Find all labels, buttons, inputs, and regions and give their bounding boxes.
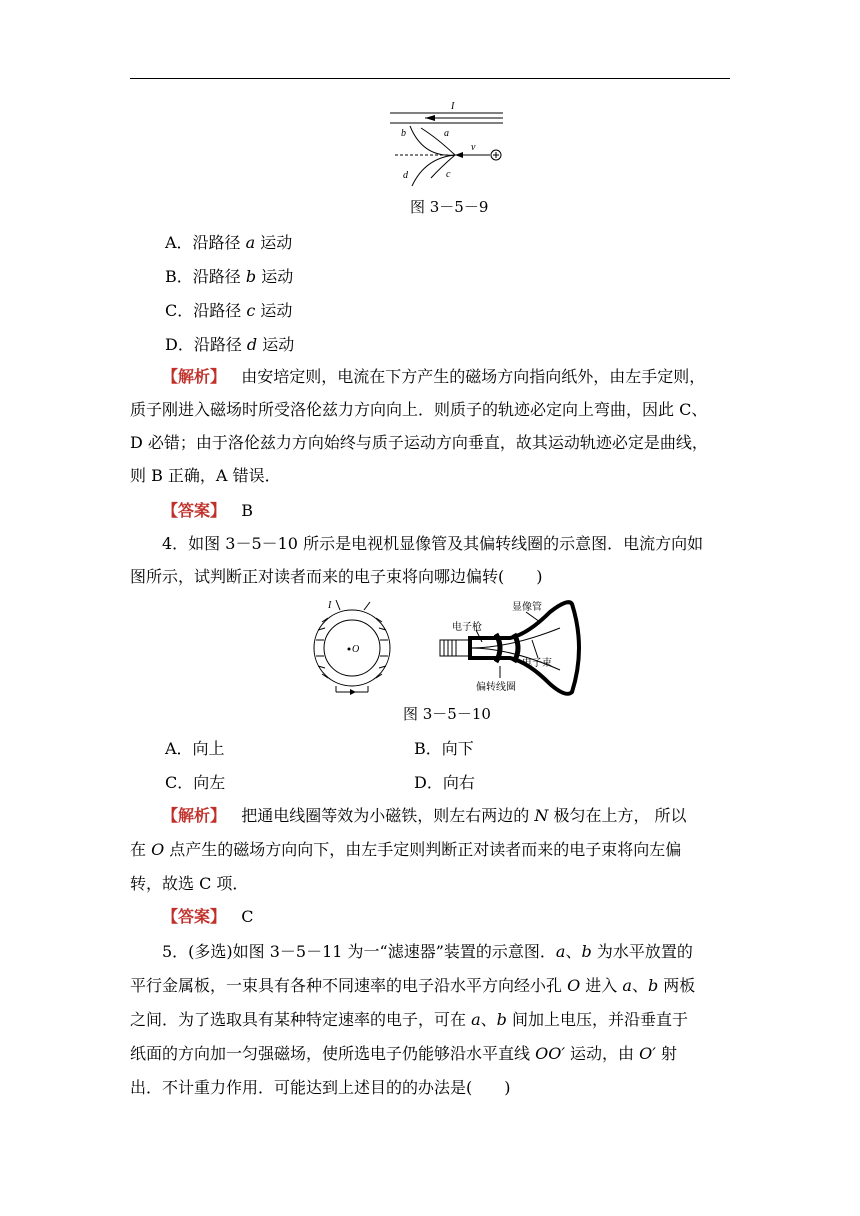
option-b: B．向下 <box>414 739 474 758</box>
path-label-d: d <box>403 170 408 181</box>
option-c: C．沿路径 c 运动 <box>165 301 293 320</box>
figure-3-5-9 <box>385 98 515 188</box>
current-label-i: I <box>451 101 455 112</box>
question-stem-line: 平行金属板，一束具有各种不同速率的电子沿水平方向经小孔 O 进入 a、b 两板 <box>130 976 696 995</box>
option-d: D．向右 <box>414 773 475 792</box>
option-a: A．沿路径 a 运动 <box>165 233 293 252</box>
question-stem-line: 之间．为了选取具有某种特定速率的电子，可在 a、b 间加上电压，并沿垂直于 <box>130 1010 688 1029</box>
question-stem-line: 纸面的方向加一匀强磁场，使所选电子仍能够沿水平直线 OO′ 运动，由 O′ 射 <box>130 1044 677 1063</box>
current-label-i-2: I <box>328 600 332 611</box>
analysis-line: 在 O 点产生的磁场方向向下，由左手定则判断正对读者而来的电子束将向左偏 <box>130 840 682 859</box>
analysis-tag: 【解析】 <box>162 806 227 825</box>
analysis-line: 转，故选 C 项． <box>130 874 249 893</box>
analysis-line: 【解析】 由安培定则，电流在下方产生的磁场方向指向纸外，由左手定则， <box>162 367 706 386</box>
picture-tube-label: 显像管 <box>512 602 542 613</box>
analysis-line: D 必错；由于洛伦兹力方向始终与质子运动方向垂直，故其运动轨迹必定是曲线， <box>130 433 708 452</box>
figure-3-5-10 <box>300 598 600 698</box>
path-label-b: b <box>401 128 406 139</box>
center-label-o: O <box>352 644 360 655</box>
answer-line <box>162 907 254 927</box>
analysis-tag: 【解析】 <box>162 367 227 386</box>
question-stem-line: 图所示，试判断正对读者而来的电子束将向哪边偏转( ) <box>130 567 543 586</box>
question-stem-line: 5．(多选)如图 3－5－11 为一“滤速器”装置的示意图．a、b 为水平放置的 <box>162 942 693 961</box>
path-label-c: c <box>446 169 451 180</box>
electron-gun-label: 电子枪 <box>452 622 482 633</box>
question-stem-line: 出．不计重力作用．可能达到上述目的的办法是( ) <box>130 1078 511 1097</box>
option-d: D．沿路径 d 运动 <box>165 335 295 354</box>
answer-value: B <box>241 501 254 520</box>
answer-value: C <box>241 907 254 926</box>
path-label-a: a <box>444 128 449 139</box>
answer-tag: 【答案】 <box>162 501 227 520</box>
velocity-label-v: v <box>471 142 476 153</box>
electron-beam-label: 电子束 <box>522 658 552 669</box>
deflection-coil-label: 偏转线圈 <box>476 682 516 693</box>
header-rule <box>130 78 730 79</box>
option-a: A．向上 <box>165 739 225 758</box>
question-stem-line: 4．如图 3－5－10 所示是电视机显像管及其偏转线圈的示意图．电流方向如 <box>162 534 704 553</box>
option-b: B．沿路径 b 运动 <box>165 267 294 286</box>
figure-caption-3-5-9: 图 3－5－9 <box>410 198 489 216</box>
answer-line <box>162 501 253 521</box>
analysis-line: 则 B 正确，A 错误． <box>130 466 281 485</box>
analysis-line: 【解析】 把通电线圈等效为小磁铁，则左右两边的 N 极匀在上方， 所以 <box>162 806 687 825</box>
option-c: C．向左 <box>165 773 226 792</box>
analysis-line: 质子刚进入磁场时所受洛伦兹力方向向上．则质子的轨迹必定向上弯曲，因此 C、 <box>130 400 708 419</box>
figure-caption-3-5-10: 图 3－5－10 <box>403 705 491 723</box>
answer-tag: 【答案】 <box>162 907 227 926</box>
